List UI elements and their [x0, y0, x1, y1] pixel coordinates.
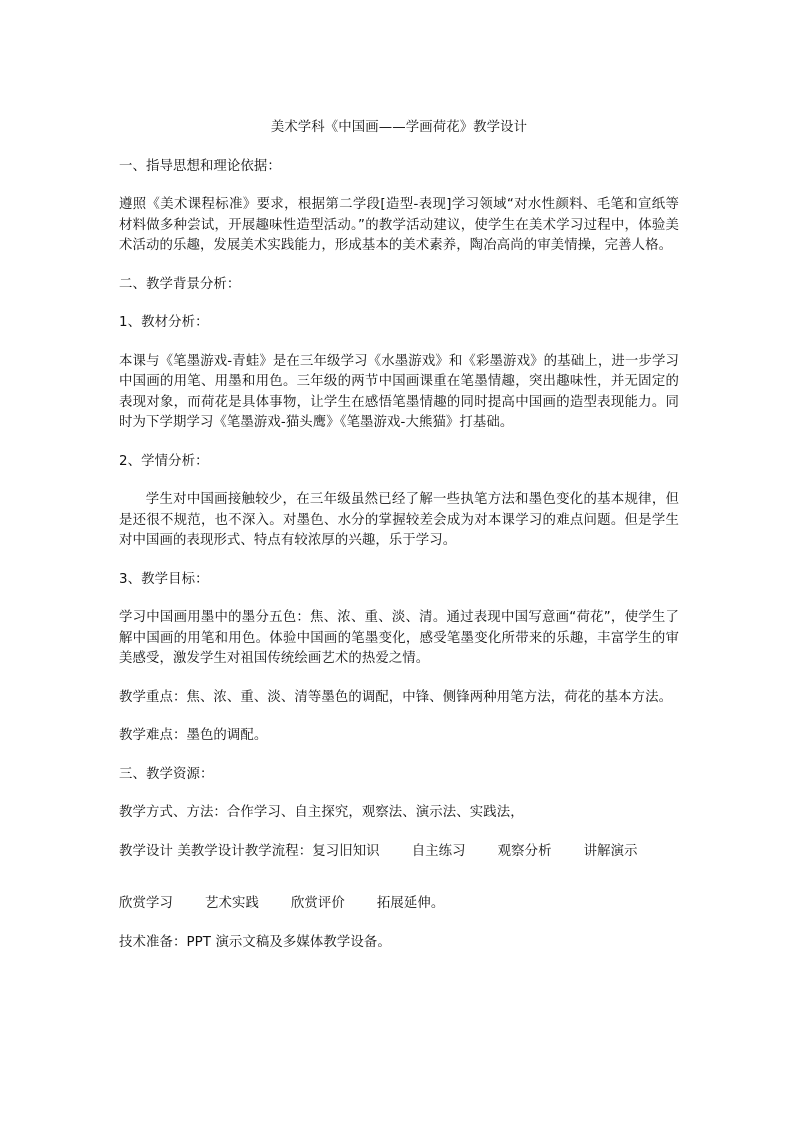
teaching-flow-step: 欣赏评价 [290, 896, 345, 911]
guiding-thought-paragraph: 遵照《美术课程标准》要求，根据第二学段[造型-表现]学习领域“对水性颜料、毛笔和宣纸等材料做多种尝试，开展趣味性造型活动。”的教学活动建议，使学生在美术学习过程中，体验美术活动的乐趣，发展美术实践能力，形成基本的美术素养，陶冶高尚的审美情操，完善人格。 [119, 197, 679, 253]
teaching-flow-step: 自主练习 [411, 843, 466, 859]
document-body [119, 118, 679, 971]
teaching-methods: 教学方式、方法：合作学习、自主探究，观察法、演示法、实践法， [119, 805, 524, 820]
learner-analysis-paragraph: 学生对中国画接触较少，在三年级虽然已经了解一些执笔方法和墨色变化的基本规律，但是还很不规范，也不深入。对墨色、水分的掌握较差会成为对本课学习的难点问题。但是学生对中国画的表现形式、特点有较浓厚的兴趣，乐于学习。 [119, 492, 679, 548]
subheading-learner-analysis: 2、学情分析： [119, 453, 209, 469]
section-heading-guiding-thought: 一、指导思想和理论依据： [119, 158, 281, 174]
document-title: 美术学科《中国画——学画荷花》教学设计 [270, 120, 528, 135]
technical-preparation: 技术准备：PPT 演示文稿及多媒体教学设备。 [119, 934, 391, 950]
textbook-analysis-paragraph: 本课与《笔墨游戏-青蛙》是在三年级学习《水墨游戏》和《彩墨游戏》的基础上，进一步学习中国画的用笔、用墨和用色。三年级的两节中国画课重在笔墨情趣，突出趣味性，并无固定的表现对象，而荷花是具体事物，让学生在感悟笔墨情趣的同时提高中国画的造型表现能力。同时为下学期学习《笔墨游戏-猫头鹰》《笔墨游戏-大熊猫》打基础。 [119, 353, 679, 430]
section-heading-background: 二、教学背景分析： [119, 276, 241, 292]
teaching-objectives-paragraph: 学习中国画用墨中的墨分五色：焦、浓、重、淡、清。通过表现中国写意画“荷花”，使学生了解中国画的用笔和用色。体验中国画的笔墨变化，感受笔墨变化所带来的乐趣，丰富学生的审美感受，激发学生对祖国传统绘画艺术的热爱之情。 [119, 610, 679, 666]
subheading-textbook-analysis: 1、教材分析： [119, 315, 209, 330]
teaching-flow-step: 艺术实践 [204, 896, 259, 911]
teaching-flow-step: 拓展延伸。 [376, 896, 445, 911]
teaching-flow-step: 讲解演示 [583, 843, 638, 859]
teaching-difficulties: 教学难点：墨色的调配。 [119, 728, 268, 743]
teaching-flow-label: 教学设计 美教学设计教学流程：复习旧知识 [119, 843, 380, 859]
teaching-flow-step: 欣赏学习 [119, 896, 173, 911]
teaching-key-points: 教学重点：焦、浓、重、淡、清等墨色的调配，中锋、侧锋两种用笔方法，荷花的基本方法。 [119, 689, 673, 705]
teaching-flow [119, 842, 679, 915]
section-heading-resources: 三、教学资源： [119, 766, 214, 782]
teaching-flow-step: 观察分析 [497, 843, 552, 859]
subheading-teaching-objectives: 3、教学目标： [119, 571, 209, 587]
